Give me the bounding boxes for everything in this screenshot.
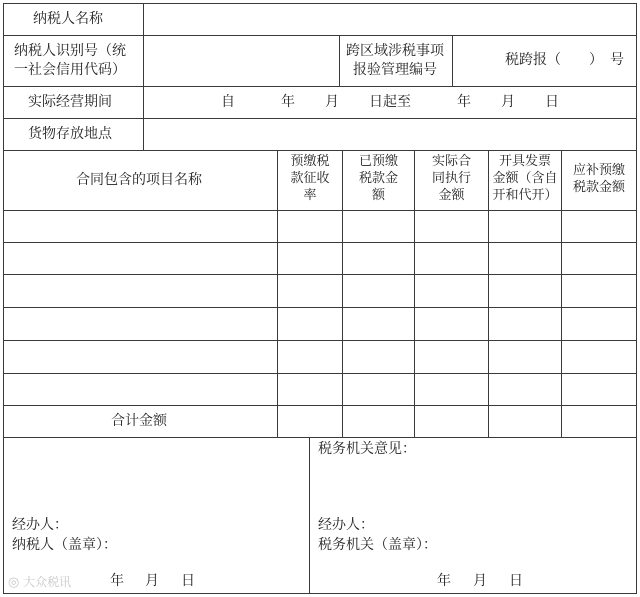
header-prepaid-line: 额: [371, 188, 385, 203]
header-project-name: 合同包含的项目名称: [76, 172, 202, 188]
border-bottom: [3, 593, 637, 594]
row-line: [3, 242, 637, 243]
header-supplement-line: 应补预缴: [572, 163, 625, 178]
row-line: [3, 86, 637, 87]
row-line: [3, 150, 637, 151]
left-date-month: 月: [145, 573, 159, 589]
period-day-to: 日起至: [369, 94, 411, 110]
col-line: [339, 35, 340, 86]
row-line: [3, 405, 637, 406]
header-invoice-line: 金额（含自: [492, 171, 558, 186]
tax-authority-seal-label: 税务机关（盖章）：: [318, 537, 437, 553]
period-day2: 日: [545, 94, 559, 110]
header-invoice-line: 开具发票: [498, 154, 551, 169]
taxpayer-id-label-line2: 一社会信用代码）: [14, 62, 126, 78]
row-line: [3, 210, 637, 211]
right-date-month: 月: [473, 573, 487, 589]
border-right: [636, 3, 637, 594]
storage-location-field[interactable]: [144, 119, 636, 150]
row-line: [3, 437, 637, 438]
header-supplement-line: 税款金额: [572, 180, 625, 195]
header-prepaid-line: 已预缴: [358, 154, 398, 169]
header-supplement-amount: [562, 162, 636, 196]
header-prepaid-amount: [343, 153, 414, 204]
storage-location-label: 货物存放地点: [28, 126, 112, 142]
header-tax-rate-line: 预缴税: [290, 154, 330, 169]
left-date-day: 日: [181, 573, 195, 589]
right-handler-label: 经办人：: [318, 517, 374, 533]
taxpayer-id-label-line1: 纳税人识别号（统: [14, 43, 126, 59]
taxpayer-id-field[interactable]: [144, 36, 339, 86]
period-year1: 年: [281, 94, 295, 110]
right-date-day: 日: [509, 573, 523, 589]
period-from: 自: [221, 94, 235, 110]
tax-authority-opinion-label: 税务机关意见：: [318, 441, 416, 457]
period-month1: 月: [325, 94, 339, 110]
row-line: [3, 373, 637, 374]
period-year2: 年: [457, 94, 471, 110]
taxpayer-seal-label: 纳税人（盖章）：: [12, 537, 117, 553]
row-line: [3, 307, 637, 308]
col-line: [452, 35, 453, 86]
header-prepaid-line: 税款金: [358, 171, 398, 186]
taxpayer-name-field[interactable]: [144, 4, 636, 35]
header-tax-rate-line: 款征收: [290, 171, 330, 186]
row-line: [3, 274, 637, 275]
watermark-text: 大众税讯: [23, 575, 72, 589]
watermark-icon: ◎: [8, 575, 20, 590]
tax-report-number[interactable]: 税跨报（ ） 号: [505, 52, 624, 68]
header-actual-line: 同执行: [431, 171, 471, 186]
right-date-year: 年: [437, 573, 451, 589]
header-actual-contract-amount: [415, 153, 488, 204]
header-invoice-amount: [489, 153, 561, 204]
watermark: [8, 573, 71, 590]
period-label: 实际经营期间: [28, 94, 112, 110]
cross-region-label-line2: 报验管理编号: [353, 62, 437, 78]
period-month2: 月: [501, 94, 515, 110]
header-actual-line: 实际合: [431, 154, 471, 169]
total-amount-label: 合计金额: [111, 413, 167, 429]
header-invoice-line: 开和代开）: [492, 188, 558, 203]
cross-region-label-line1: 跨区域涉税事项: [346, 43, 444, 59]
header-tax-rate: [278, 153, 342, 204]
left-date-year: 年: [110, 573, 124, 589]
row-line: [3, 340, 637, 341]
col-line: [309, 437, 310, 593]
border-left: [3, 3, 4, 594]
header-actual-line: 金额: [438, 188, 465, 203]
taxpayer-name-label: 纳税人名称: [33, 11, 103, 27]
left-handler-label: 经办人：: [12, 517, 68, 533]
header-tax-rate-line: 率: [303, 188, 317, 203]
tax-authority-opinion-field[interactable]: [318, 462, 628, 510]
